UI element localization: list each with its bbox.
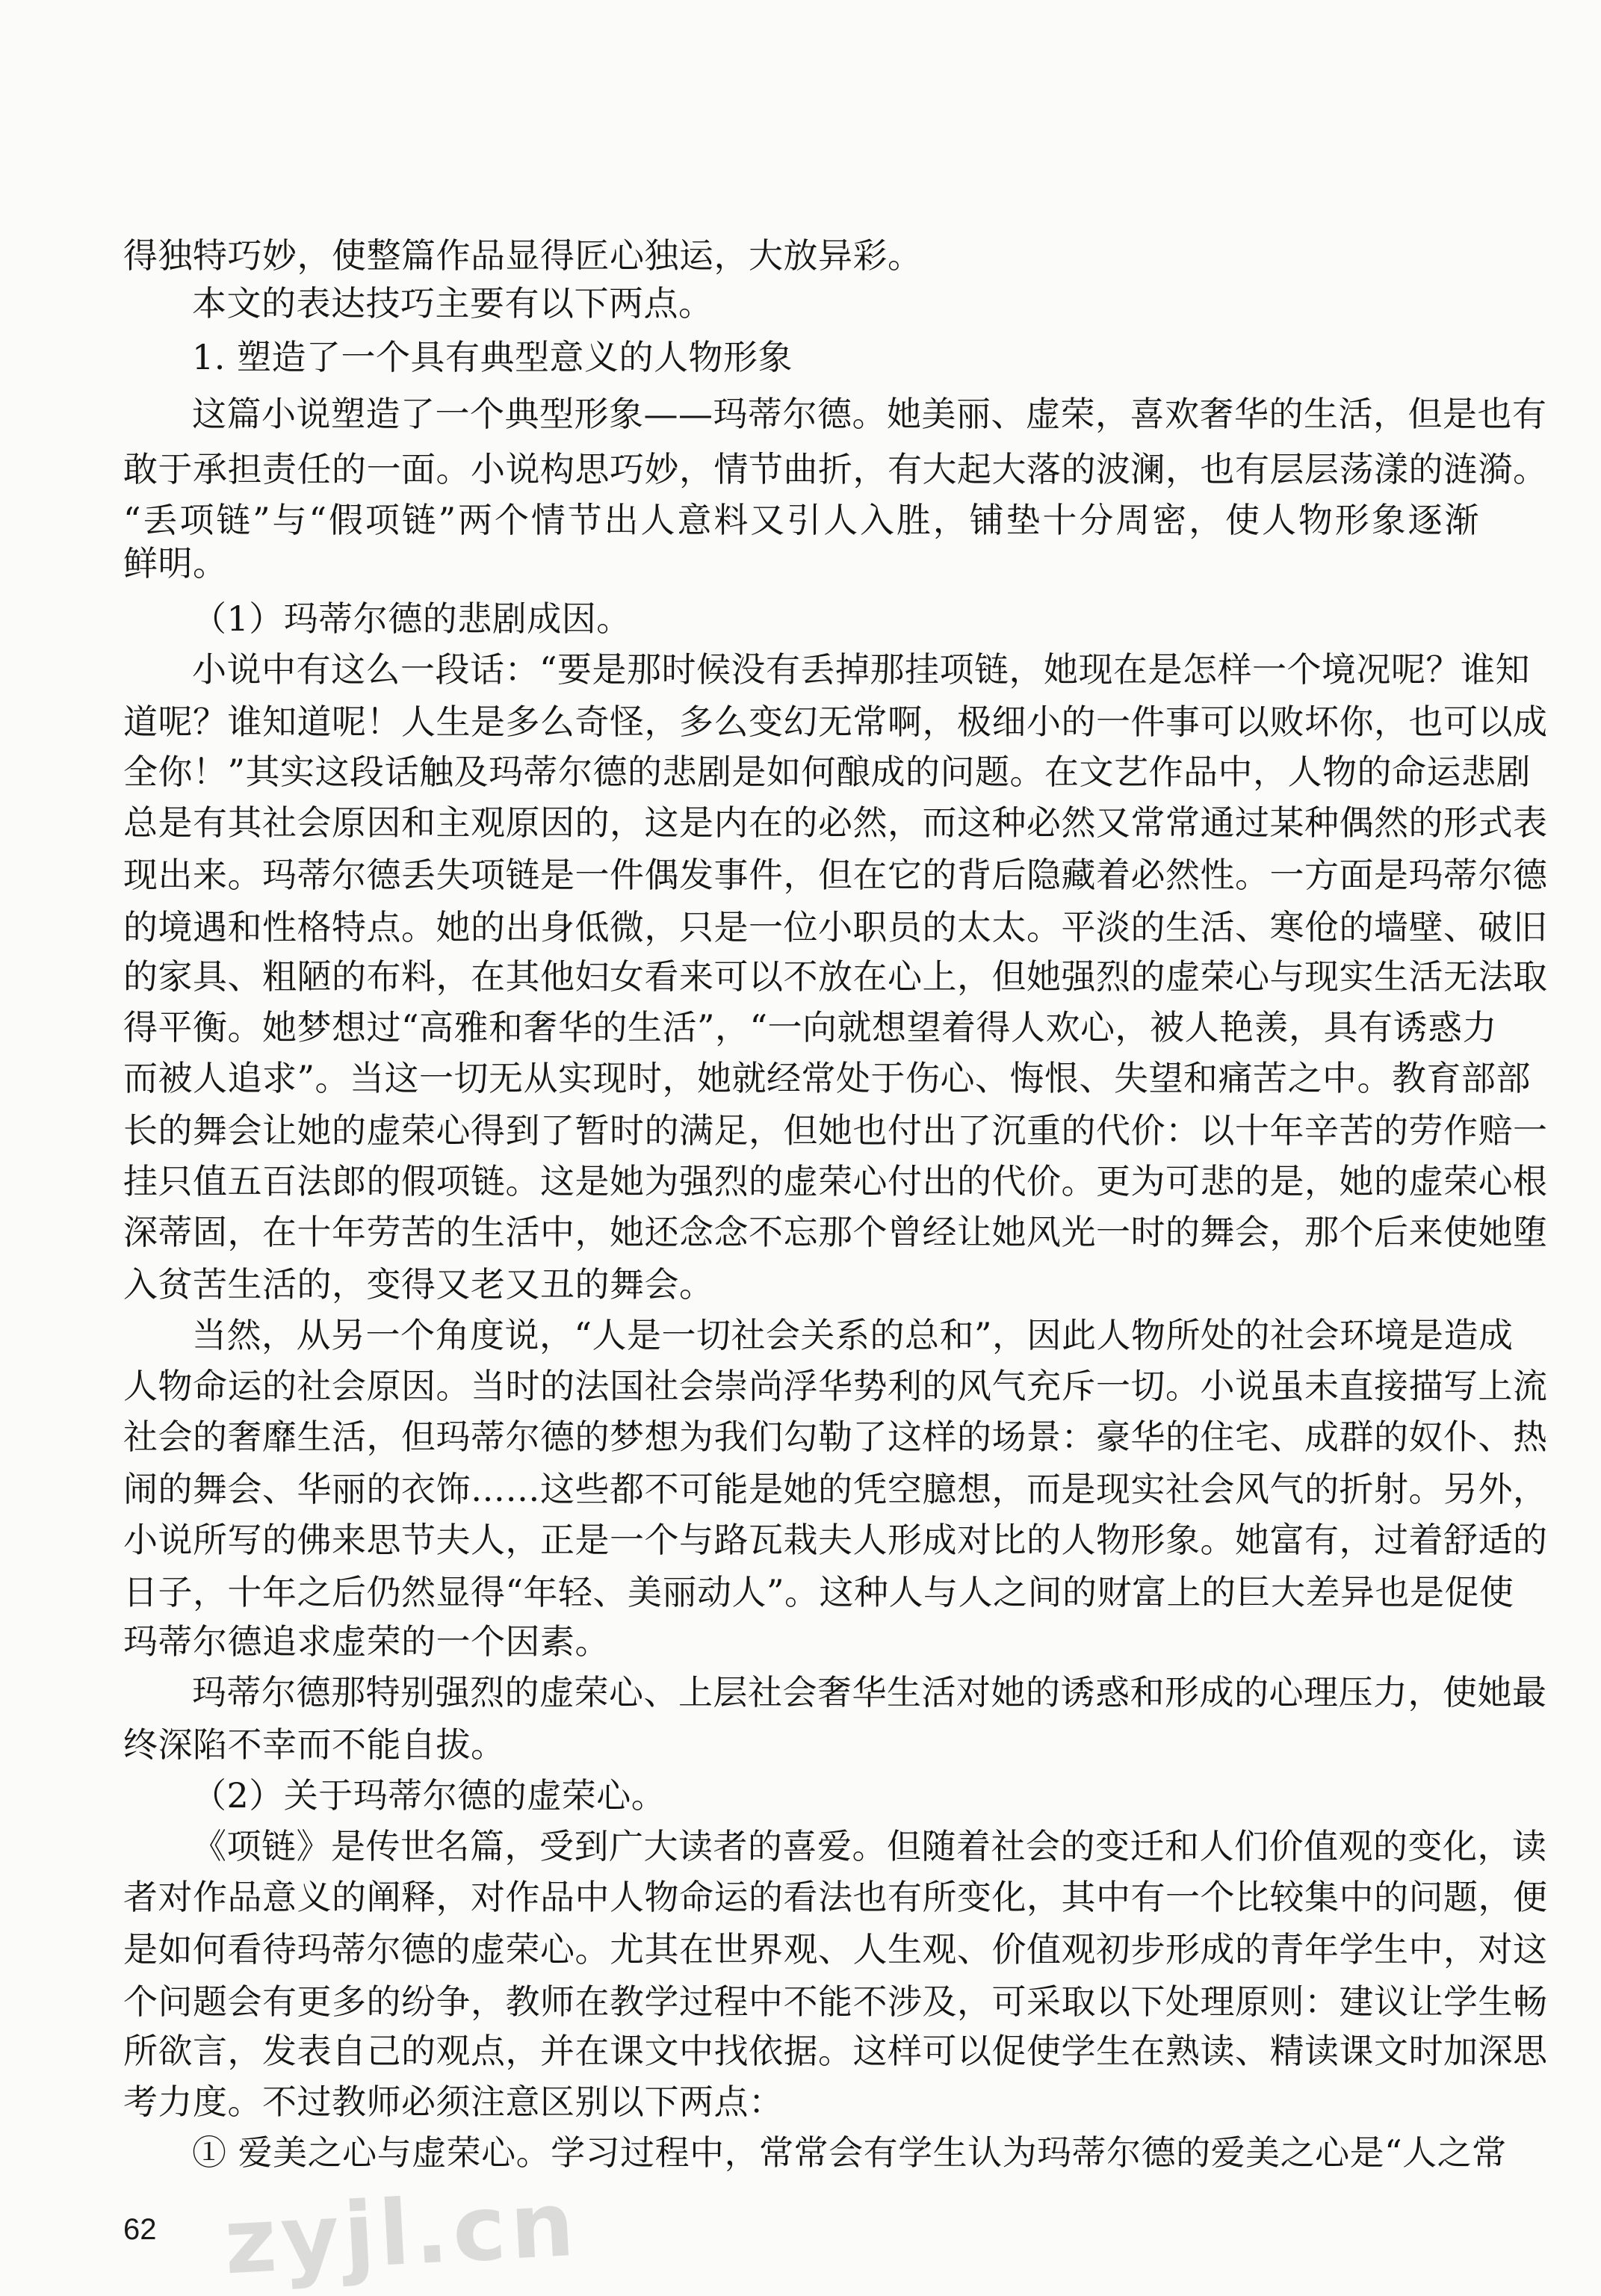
text-line: 玛蒂尔德追求虚荣的一个因素。 [123,1621,610,1662]
text-line: 挂只值五百法郎的假项链。这是她为强烈的虚荣心付出的代价。更为可悲的是，她的虚荣心根 [123,1161,1548,1201]
text-line: 这篇小说塑造了一个典型形象——玛蒂尔德。她美丽、虚荣，喜欢奢华的生活，但是也有 [192,394,1547,434]
text-line: 当然，从另一个角度说，“人是一切社会关系的总和”，因此人物所处的社会环境是造成 [192,1315,1514,1355]
text-line: 现出来。玛蒂尔德丢失项链是一件偶发事件，但在它的背后隐藏着必然性。一方面是玛蒂尔德 [123,855,1548,895]
page-number: 62 [123,2213,157,2246]
text-line: 1. 塑造了一个具有典型意义的人物形象 [192,337,793,377]
text-line: （1）玛蒂尔德的悲剧成因。 [192,598,631,639]
text-line: 鲜明。 [123,543,228,584]
text-line: 个问题会有更多的纷争，教师在教学过程中不能不涉及，可采取以下处理原则：建议让学生畅 [123,1981,1548,2022]
text-line: 小说中有这么一段话：“要是那时候没有丢掉那挂项链，她现在是怎样一个境况呢？谁知 [192,649,1531,690]
text-line: 玛蒂尔德那特别强烈的虚荣心、上层社会奢华生活对她的诱惑和形成的心理压力，使她最 [192,1672,1547,1712]
text-line: 所欲言，发表自己的观点，并在课文中找依据。这样可以促使学生在熟读、精读课文时加深思 [123,2031,1548,2071]
watermark: zyjl.cn [221,2172,581,2295]
text-line: 闹的舞会、华丽的衣饰……这些都不可能是她的凭空臆想，而是现实社会风气的折射。另外， [123,1469,1548,1509]
text-line: 长的舞会让她的虚荣心得到了暂时的满足，但她也付出了沉重的代价：以十年辛苦的劳作赔一 [123,1110,1548,1151]
text-line: 考力度。不过教师必须注意区别以下两点： [123,2082,784,2122]
text-line: 是如何看待玛蒂尔德的虚荣心。尤其在世界观、人生观、价值观初步形成的青年学生中，对这 [123,1929,1548,1969]
text-line: “丢项链”与“假项链”两个情节出人意料又引人入胜，铺垫十分周密，使人物形象逐渐 [123,500,1479,540]
text-line: 得独特巧妙，使整篇作品显得匠心独运，大放异彩。 [123,235,923,276]
text-line: 道呢？谁知道呢！人生是多么奇怪，多么变幻无常啊，极细小的一件事可以败坏你，也可以成 [123,702,1548,742]
text-line: 人物命运的社会原因。当时的法国社会崇尚浮华势利的风气充斥一切。小说虽未直接描写上流 [123,1366,1548,1406]
text-line: （2）关于玛蒂尔德的虚荣心。 [192,1775,666,1816]
text-line: ① 爱美之心与虚荣心。学习过程中，常常会有学生认为玛蒂尔德的爱美之心是“人之常 [192,2132,1507,2173]
text-line: 总是有其社会原因和主观原因的，这是内在的必然，而这种必然又常常通过某种偶然的形式表 [123,802,1548,843]
text-line: 本文的表达技巧主要有以下两点。 [192,283,713,324]
text-line: 《项链》是传世名篇，受到广大读者的喜爱。但随着社会的变迁和人们价值观的变化，读 [192,1826,1547,1866]
text-line: 入贫苦生活的，变得又老又丑的舞会。 [123,1264,714,1305]
text-line: 者对作品意义的阐释，对作品中人物命运的看法也有所变化，其中有一个比较集中的问题，便 [123,1877,1548,1917]
text-line: 敢于承担责任的一面。小说构思巧妙，情节曲折，有大起大落的波澜，也有层层荡漾的涟漪。 [123,449,1548,489]
text-line: 深蒂固，在十年劳苦的生活中，她还念念不忘那个曾经让她风光一时的舞会，那个后来使她堕 [123,1212,1548,1252]
text-line: 而被人追求”。当这一切无从实现时，她就经常处于伤心、悔恨、失望和痛苦之中。教育部部 [123,1058,1532,1098]
text-line: 小说所写的佛来思节夫人，正是一个与路瓦栽夫人形成对比的人物形象。她富有，过着舒适的 [123,1520,1548,1560]
text-line: 的境遇和性格特点。她的出身低微，只是一位小职员的太太。平淡的生活、寒伧的墙壁、破旧 [123,907,1548,947]
text-line: 全你！”其实这段话触及玛蒂尔德的悲剧是如何酿成的问题。在文艺作品中，人物的命运悲剧 [123,752,1532,792]
text-line: 社会的奢靡生活，但玛蒂尔德的梦想为我们勾勒了这样的场景：豪华的住宅、成群的奴仆、热 [123,1417,1548,1457]
text-line: 的家具、粗陋的布料，在其他妇女看来可以不放在心上，但她强烈的虚荣心与现实生活无法取 [123,956,1548,997]
text-line: 得平衡。她梦想过“高雅和奢华的生活”，“一向就想望着得人欢心，被人艳羡，具有诱惑力 [123,1007,1498,1048]
text-line: 日子，十年之后仍然显得“年轻、美丽动人”。这种人与人之间的财富上的巨大差异也是促使 [123,1572,1514,1612]
text-line: 终深陷不幸而不能自拔。 [123,1724,506,1765]
